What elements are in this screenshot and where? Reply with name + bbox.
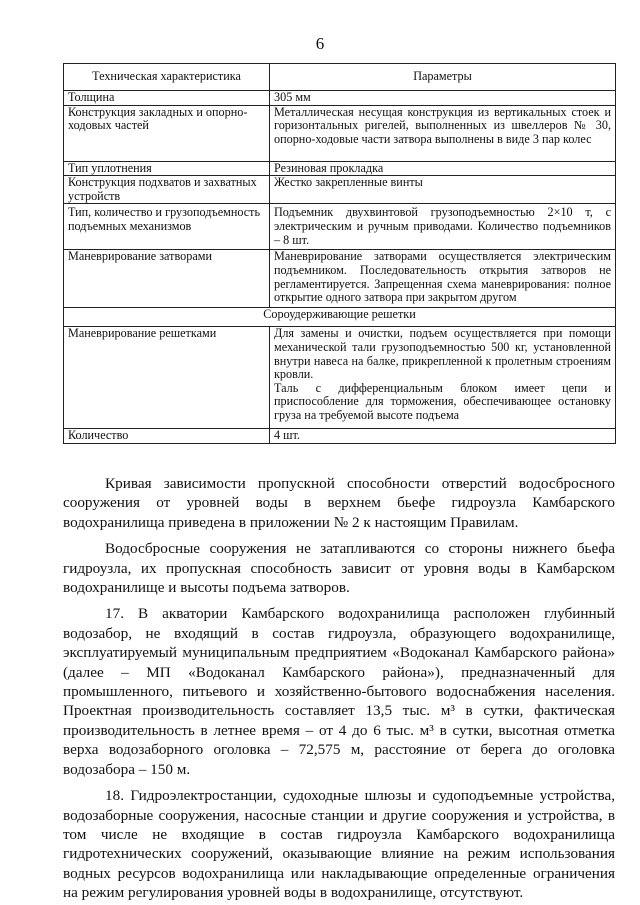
body-text — [63, 474, 615, 903]
row-label: Тип, количество и грузоподъемность подъемных механизмов — [64, 204, 270, 250]
row-value: Металлическая несущая конструкция из вертикальных стоек и горизонтальных ригелей, выполненных из швеллеров № 30, опорно-ходовые части затвора выполнены в виде 3 пар колес — [270, 105, 616, 161]
row-value-part: Таль с дифференциальным блоком имеет цепи и приспособление для торможения, обеспечивающее остановку груза на требуемой высоте подъема — [274, 380, 611, 422]
paragraph: 18. Гидроэлектростанции, судоходные шлюзы и судоподъемные устройства, водозаборные сооружения, насосные станции и другие сооружения и устройства, в том числе не входящие в состав гидроузла Камбарского водохранилища гидротехнических сооружений, оказывающие влияние на режим использования водных ресурсов водохранилища или накладывающие определенные ограничения на режим регулирования уровней воды в водохранилище, отсутствуют. — [63, 787, 615, 902]
row-label: Маневрирование решетками — [64, 327, 270, 429]
paragraph: Водосбросные сооружения не затапливаются со стороны нижнего бьефа гидроузла, их пропускная способность зависит от уровня воды в Камбарском водохранилище и высоты подъема затворов. — [63, 540, 615, 597]
table-header-row — [64, 64, 616, 91]
header-parameters: Параметры — [270, 64, 616, 91]
row-value — [270, 327, 616, 429]
table-section-row — [64, 308, 616, 327]
page-number: 6 — [315, 34, 325, 53]
table-row — [64, 250, 616, 308]
header-characteristic: Техническая характеристика — [64, 64, 270, 91]
row-label: Маневрирование затворами — [64, 250, 270, 308]
row-value: Жестко закрепленные винты — [270, 176, 616, 204]
table-row — [64, 429, 616, 444]
section-title: Сороудерживающие решетки — [64, 308, 616, 327]
table-row — [64, 204, 616, 250]
table-row — [64, 91, 616, 106]
table-row — [64, 105, 616, 161]
row-value: 4 шт. — [270, 429, 616, 444]
paragraph: Кривая зависимости пропускной способности отверстий водосбросного сооружения от уровней воды в верхнем бьефе гидроузла Камбарского водохранилища приведена в приложении № 2 к настоящим Правилам. — [63, 475, 615, 531]
row-value-part: Для замены и очистки, подъем осуществляется при помощи механической тали грузоподъемностью 500 кг, установленной внутри навеса на балке, прикрепленной к пролетным строениям кровли. — [274, 326, 611, 382]
paragraph: 17. В акватории Камбарского водохранилища расположен глубинный водозабор, не входящий в состав гидроузла, образующего водохранилище, эксплуатируемый муниципальным предприятием «Водоканал Камбарского района» (далее – МП «Водоканал Камбарского района»), предназначенный для промышленного, питьевого и хозяйственно-бытового водоснабжения населения. Проектная производительность составляет 13,5 тыс. м³ в сутки, фактическая производительность в летнее время – от 4 до 6 тыс. м³ в сутки, высотная отметка верха водозаборного оголовка – 72,575 м, расстояние от берега до оголовка водозабора – 150 м. — [63, 605, 615, 778]
row-label: Конструкция закладных и опорно-ходовых частей — [64, 105, 270, 161]
row-label: Толщина — [64, 91, 270, 106]
row-label: Конструкция подхватов и захватных устройств — [64, 176, 270, 204]
row-value: Маневрирование затворами осуществляется электрическим подъемником. Последовательность открытия затворов не регламентируется. Запрещенная схема маневрирования: полное открытие одного затвора при закрытом другом — [270, 250, 616, 308]
table-row — [64, 161, 616, 176]
row-value: Подъемник двухвинтовой грузоподъемностью 2×10 т, с электрическим и ручным приводами. Количество подъемников – 8 шт. — [270, 204, 616, 250]
row-label: Тип уплотнения — [64, 161, 270, 176]
technical-characteristics-table — [63, 63, 616, 444]
table-row — [64, 327, 616, 429]
row-value: Резиновая прокладка — [270, 161, 616, 176]
table-row — [64, 176, 616, 204]
row-label: Количество — [64, 429, 270, 444]
row-value: 305 мм — [270, 91, 616, 106]
